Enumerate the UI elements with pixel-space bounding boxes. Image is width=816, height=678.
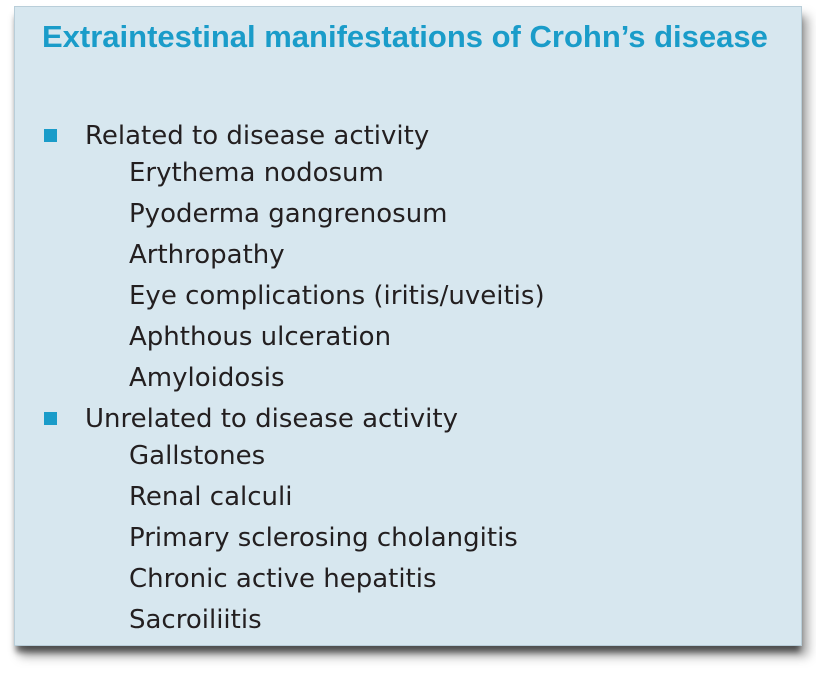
info-box bbox=[14, 6, 802, 646]
section-heading-text: Unrelated to disease activity bbox=[85, 404, 458, 434]
list-item: Pyoderma gangrenosum bbox=[129, 199, 448, 229]
section-heading bbox=[15, 402, 801, 436]
list-item: Sacroiliitis bbox=[129, 605, 262, 635]
section-heading bbox=[15, 119, 801, 153]
list-item: Chronic active hepatitis bbox=[129, 564, 437, 594]
section-unrelated bbox=[15, 402, 801, 641]
list-item: Renal calculi bbox=[129, 482, 293, 512]
list-item: Aphthous ulceration bbox=[129, 322, 392, 352]
list-item: Erythema nodosum bbox=[129, 158, 384, 188]
list-item: Amyloidosis bbox=[129, 363, 285, 393]
box-title: Extraintestinal manifestations of Crohn’s disease bbox=[42, 19, 768, 54]
section-related bbox=[15, 119, 801, 399]
manifestation-list bbox=[15, 436, 801, 641]
list-item: Eye complications (iritis/uveitis) bbox=[129, 281, 545, 311]
square-bullet-icon bbox=[44, 412, 57, 425]
list-item: Gallstones bbox=[129, 441, 266, 471]
section-heading-text: Related to disease activity bbox=[85, 121, 430, 151]
list-item: Arthropathy bbox=[129, 240, 285, 270]
manifestation-list bbox=[15, 153, 801, 399]
list-item: Primary sclerosing cholangitis bbox=[129, 523, 518, 553]
square-bullet-icon bbox=[44, 129, 57, 142]
